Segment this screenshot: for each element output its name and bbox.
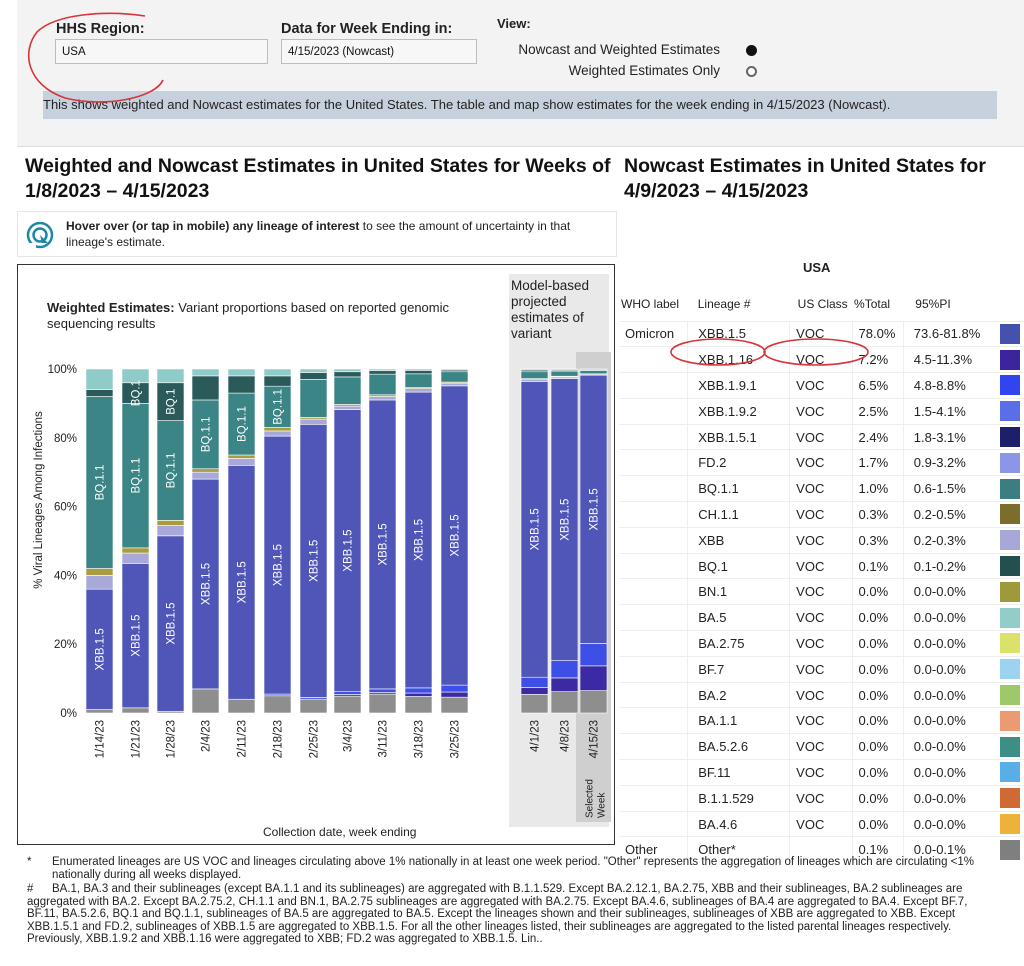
bar-label: XBB.1.5	[413, 518, 426, 562]
bar-segment-other[interactable]	[300, 699, 327, 713]
bar-label: XBB.1.5	[165, 602, 178, 645]
cell-us-class: VOC	[790, 398, 852, 424]
table-region: USA	[803, 260, 831, 275]
bar-segment-bq-1-1[interactable]	[300, 379, 327, 417]
cell-lineage: B.1.1.529	[688, 785, 790, 811]
cell-pct-total: 2.4%	[852, 424, 903, 450]
bar-segment-bq-1-1[interactable]	[551, 371, 578, 376]
cell-pct-total: 0.0%	[852, 682, 903, 708]
table-row[interactable]	[619, 553, 1024, 579]
x-tick-label: 1/28/23	[165, 720, 178, 759]
bar-segment-bq-1-1[interactable]	[369, 374, 396, 395]
cell-pct-total: 7.2%	[852, 347, 903, 373]
cell-pct-total: 0.1%	[852, 553, 903, 579]
cell-95pi: 4.5-11.3%	[903, 347, 995, 373]
lineage-color-swatch	[1000, 711, 1020, 731]
bar-segment-bq-1[interactable]	[264, 376, 291, 386]
bar-segment-ba-2-75[interactable]	[86, 569, 113, 576]
bar-segment-other[interactable]	[521, 694, 548, 713]
cell-who-label	[619, 398, 688, 424]
cell-us-class: VOC	[790, 631, 852, 657]
header-95pi: 95%PI	[915, 296, 951, 311]
bar-segment-ba-2-75[interactable]	[264, 427, 291, 430]
chart-title: Weighted Estimates:	[47, 300, 175, 315]
bar-segment-bq-1-1[interactable]	[405, 374, 432, 388]
cell-who-label: Other	[619, 837, 688, 862]
bar-label: BQ.1	[165, 388, 178, 415]
x-tick-label: 2/25/23	[308, 720, 321, 759]
bar-segment-ba-5[interactable]	[300, 369, 327, 372]
cell-who-label	[619, 424, 688, 450]
bar-label: BQ.1.1	[272, 388, 285, 425]
cell-lineage: BA.2	[688, 682, 790, 708]
table-row[interactable]	[619, 605, 1024, 631]
bar-segment-xbb-1-16[interactable]	[405, 693, 432, 696]
cell-lineage: XBB	[688, 527, 790, 553]
cell-who-label	[619, 553, 688, 579]
cell-us-class: VOC	[790, 502, 852, 528]
table-row[interactable]	[619, 476, 1024, 502]
bar-segment-other[interactable]	[192, 689, 219, 713]
hint-bold: Hover over (or tap in mobile) any lineage of interest	[66, 219, 360, 233]
bar-label: XBB.1.5	[200, 562, 213, 606]
cell-pct-total: 0.3%	[852, 527, 903, 553]
lineage-color-swatch	[1000, 582, 1020, 602]
cell-pct-total: 0.0%	[852, 631, 903, 657]
table-row[interactable]	[619, 811, 1024, 837]
bar-label: BQ.1	[130, 379, 143, 407]
selected-week-label: SelectedWeek	[584, 779, 608, 818]
bar-segment-xbb-1-9-1[interactable]	[369, 689, 396, 692]
cell-95pi: 0.0-0.0%	[903, 682, 995, 708]
bar-segment-other[interactable]	[441, 697, 468, 713]
cell-95pi: 0.9-3.2%	[903, 450, 995, 476]
lineage-color-swatch	[1000, 427, 1020, 447]
bar-segment-ba-5[interactable]	[441, 369, 468, 370]
x-tick-label: 1/14/23	[94, 720, 107, 759]
bar-segment-xbb-1-9-1[interactable]	[405, 688, 432, 693]
bar-label: XBB.1.5	[342, 529, 355, 572]
cell-lineage: XBB.1.16	[688, 347, 790, 373]
cell-who-label	[619, 502, 688, 528]
bar-segment-ba-5[interactable]	[521, 369, 548, 370]
bar-segment-xbb[interactable]	[405, 389, 432, 392]
cell-lineage: BQ.1	[688, 553, 790, 579]
bar-segment-ba-5[interactable]	[228, 369, 255, 376]
bar-label: XBB.1.5	[449, 514, 462, 557]
cell-us-class: VOC	[790, 605, 852, 631]
x-tick-label: 2/11/23	[236, 720, 249, 758]
cell-pct-total: 1.0%	[852, 476, 903, 502]
week-label: Data for Week Ending in:	[281, 21, 453, 37]
hint-rest: to see the amount of uncertainty in that lineage's estimate.	[66, 219, 571, 249]
y-axis-label: % Viral Lineages Among Infections	[33, 411, 45, 589]
x-tick-label: 3/18/23	[413, 720, 426, 759]
cell-pct-total: 0.3%	[852, 502, 903, 528]
cell-us-class: VOC	[790, 476, 852, 502]
bar-segment-ba-2-75[interactable]	[192, 469, 219, 472]
bar-segment-ba-5[interactable]	[405, 369, 432, 370]
bar-label: XBB.1.5	[529, 508, 542, 551]
table-row[interactable]	[619, 579, 1024, 605]
bar-label: BQ.1.1	[165, 452, 178, 489]
region-select[interactable]: USA	[55, 39, 268, 64]
lineage-color-swatch	[1000, 375, 1020, 395]
cell-pct-total: 0.0%	[852, 760, 903, 786]
x-tick-label: 4/8/23	[559, 720, 572, 752]
x-tick-label: 4/1/23	[529, 720, 542, 752]
cell-us-class: VOC	[790, 785, 852, 811]
cell-95pi: 0.0-0.0%	[903, 579, 995, 605]
cell-lineage: BA.5	[688, 605, 790, 631]
red-annotation-circles-xbb116	[668, 336, 873, 370]
bar-label: XBB.1.5	[588, 488, 601, 531]
x-tick-label: 3/11/23	[377, 720, 390, 758]
bar-label: XBB.1.5	[130, 614, 143, 657]
cell-us-class: VOC	[790, 553, 852, 579]
cell-us-class: VOC	[790, 373, 852, 399]
bar-segment-xbb[interactable]	[192, 472, 219, 479]
cell-95pi: 1.8-3.1%	[903, 424, 995, 450]
cell-95pi: 73.6-81.8%	[903, 321, 995, 347]
lineage-color-swatch	[1000, 350, 1020, 370]
cell-95pi: 0.0-0.0%	[903, 656, 995, 682]
cell-who-label	[619, 373, 688, 399]
cell-pct-total: 0.1%	[852, 837, 903, 862]
bar-segment-other[interactable]	[228, 699, 255, 713]
cell-lineage: FD.2	[688, 450, 790, 476]
cell-pct-total: 0.0%	[852, 579, 903, 605]
bar-segment-ba-2-75[interactable]	[122, 548, 149, 553]
x-tick-label: 3/4/23	[342, 720, 355, 752]
cell-95pi: 0.0-0.1%	[903, 837, 995, 862]
lineage-color-swatch	[1000, 401, 1020, 421]
lineage-color-swatch	[1000, 608, 1020, 628]
cell-95pi: 0.0-0.0%	[903, 708, 995, 734]
cell-lineage: CH.1.1	[688, 502, 790, 528]
bar-segment-other[interactable]	[405, 696, 432, 713]
cell-who-label	[619, 631, 688, 657]
bar-segment-other[interactable]	[264, 696, 291, 713]
bar-segment-bq-1[interactable]	[192, 376, 219, 400]
week-select[interactable]: 4/15/2023 (Nowcast)	[281, 39, 477, 64]
lineage-color-swatch	[1000, 556, 1020, 576]
bar-segment-xbb[interactable]	[369, 397, 396, 400]
cell-us-class: VOC	[790, 682, 852, 708]
x-tick-label: 3/25/23	[449, 720, 462, 759]
cell-us-class: VOC	[790, 811, 852, 837]
bar-segment-xbb-1-16[interactable]	[551, 678, 578, 692]
model-label: Model-based projected estimates of variant	[511, 278, 590, 341]
view-option-weighted-label[interactable]: Weighted Estimates Only	[568, 63, 720, 78]
bar-segment-xbb[interactable]	[300, 419, 327, 424]
bar-label: XBB.1.5	[272, 543, 285, 587]
bar-segment-bq-1-1[interactable]	[334, 377, 361, 405]
bar-segment-xbb[interactable]	[441, 383, 468, 386]
lineage-color-swatch	[1000, 453, 1020, 473]
lineage-color-swatch	[1000, 479, 1020, 499]
x-tick-label: 2/18/23	[272, 720, 285, 759]
chart-subtitle-text: Variant proportions based on reported genomic sequencing results	[47, 300, 450, 331]
bar-segment-xbb[interactable]	[122, 553, 149, 563]
bar-segment-bq-1-1[interactable]	[580, 370, 607, 373]
info-banner: This shows weighted and Nowcast estimates for the United States. The table and map show estimates for the week ending in 4/15/2023 (Nowcast).	[43, 91, 997, 119]
table-row[interactable]	[619, 398, 1024, 424]
cell-who-label	[619, 579, 688, 605]
bar-segment-bq-1[interactable]	[405, 370, 432, 373]
weighted-chart-title: Weighted and Nowcast Estimates in United States for Weeks of 1/8/2023 – 4/15/2023	[25, 155, 611, 202]
header-who-label: WHO label	[621, 296, 680, 311]
bar-segment-bq-1-1[interactable]	[521, 372, 548, 379]
bar-segment-xbb-1-9-1[interactable]	[441, 685, 468, 692]
bar-segment-xbb-1-9-1[interactable]	[521, 677, 548, 687]
bar-segment-xbb[interactable]	[228, 458, 255, 465]
cell-who-label	[619, 656, 688, 682]
header-pct-total: %Total	[854, 296, 891, 311]
bar-label: BQ.1.1	[236, 406, 249, 442]
bar-segment-ba-2-75[interactable]	[228, 455, 255, 458]
lineage-color-swatch	[1000, 737, 1020, 757]
cell-us-class: VOC	[790, 321, 852, 347]
cell-lineage: BA.1.1	[688, 708, 790, 734]
bar-segment-xbb-1-9-1[interactable]	[551, 661, 578, 678]
cell-pct-total: 0.0%	[852, 811, 903, 837]
bar-segment-xbb-1-9-1[interactable]	[334, 692, 361, 695]
bar-segment-other[interactable]	[334, 696, 361, 713]
lineage-color-swatch	[1000, 840, 1020, 860]
y-tick-label: 60%	[53, 501, 77, 514]
bar-segment-other[interactable]	[580, 691, 607, 713]
region-label: HHS Region:	[56, 21, 145, 37]
cell-lineage: BF.11	[688, 760, 790, 786]
bar-segment-other[interactable]	[369, 694, 396, 713]
bar-segment-ba-5[interactable]	[334, 369, 361, 372]
cell-who-label	[619, 811, 688, 837]
x-tick-label: 1/21/23	[130, 720, 143, 759]
footnote-hash-mark: #	[27, 883, 34, 895]
nowcast-table	[619, 287, 1024, 862]
lineage-color-swatch	[1000, 324, 1020, 344]
bar-label: XBB.1.5	[308, 539, 321, 582]
cell-lineage: XBB.1.5	[688, 321, 790, 347]
view-label: View:	[497, 16, 531, 31]
bar-segment-xbb[interactable]	[334, 406, 361, 409]
cell-95pi: 4.8-8.8%	[903, 373, 995, 399]
bar-segment-ba-5[interactable]	[369, 369, 396, 371]
lineage-color-swatch	[1000, 788, 1020, 808]
cell-who-label	[619, 760, 688, 786]
bar-label: XBB.1.5	[94, 628, 107, 671]
lineage-color-swatch	[1000, 814, 1020, 834]
bar-segment-bq-1[interactable]	[300, 372, 327, 379]
cell-lineage: BF.7	[688, 656, 790, 682]
bar-segment-xbb[interactable]	[157, 526, 184, 536]
table-row[interactable]	[619, 708, 1024, 734]
cell-lineage: BN.1	[688, 579, 790, 605]
cell-lineage: XBB.1.5.1	[688, 424, 790, 450]
bar-segment-ba-5[interactable]	[192, 369, 219, 376]
view-option-weighted-radio[interactable]	[746, 66, 757, 77]
table-row[interactable]	[619, 734, 1024, 760]
cell-us-class: VOC	[790, 450, 852, 476]
bar-segment-ba-5[interactable]	[551, 369, 578, 370]
cell-us-class: VOC	[790, 579, 852, 605]
cell-us-class: VOC	[790, 424, 852, 450]
y-tick-label: 40%	[53, 570, 77, 583]
bar-segment-xbb-1-16[interactable]	[580, 666, 607, 691]
cell-lineage: XBB.1.9.2	[688, 398, 790, 424]
cell-who-label	[619, 785, 688, 811]
table-row[interactable]	[619, 450, 1024, 476]
table-row[interactable]	[619, 631, 1024, 657]
cell-who-label	[619, 682, 688, 708]
table-row[interactable]	[619, 502, 1024, 528]
table-row[interactable]	[619, 760, 1024, 786]
footnote-star-mark: *	[27, 856, 32, 868]
cell-pct-total: 0.0%	[852, 708, 903, 734]
cell-who-label: Omicron	[619, 321, 688, 347]
cell-95pi: 0.0-0.0%	[903, 605, 995, 631]
cell-95pi: 0.6-1.5%	[903, 476, 995, 502]
table-row[interactable]	[619, 424, 1024, 450]
table-row[interactable]	[619, 373, 1024, 399]
bar-label: BQ.1.1	[94, 464, 107, 501]
cell-who-label	[619, 450, 688, 476]
table-row[interactable]	[619, 527, 1024, 553]
lineage-color-swatch	[1000, 659, 1020, 679]
cell-95pi: 0.2-0.3%	[903, 527, 995, 553]
bar-segment-ba-5[interactable]	[264, 369, 291, 376]
bar-segment-other[interactable]	[122, 708, 149, 713]
x-tick-label: 4/15/23	[588, 720, 601, 759]
y-tick-label: 20%	[53, 639, 77, 652]
cell-who-label	[619, 708, 688, 734]
footnote-hash: BA.1, BA.3 and their sublineages (except BA.1.1 and its sublineages) are aggregated with B.1.1.529. Except BA.2.12.1, BA.2.75, XBB and their sublineages, BA.2 sublineages are aggregated with BA.2. Except BA.2.75.2, CH.1.1 and BN.1, BA.2.75 sublineages are aggregated with BA.2.75. Except BA.4.6, sublineages of BA.4 are aggregated to BA.4. Except BF.7, BF.11, BA.5.2.6, BQ.1 and BQ.1.1, sublineages of BA.5 are aggregated to BA.5. Except the lineages shown and their sublineages, sublineages of XBB are aggregated to XBB. Except XBB.1.5.1 and FD.2, sublineages of XBB.1.5 are aggregated to XBB.1.5. For all the other lineages listed, their sublineages are aggregated to the listed parental lineages respectively. Previously, XBB.1.9.2 and XBB.1.16 were aggregated to XBB; FD.2 was aggregated to XBB.1.5. Lin..	[27, 883, 968, 946]
nowcast-table-title: Nowcast Estimates in United States for 4/9/2023 – 4/15/2023	[624, 155, 986, 202]
table-row[interactable]	[619, 785, 1024, 811]
cell-who-label	[619, 605, 688, 631]
bar-segment-ba-5[interactable]	[580, 369, 607, 370]
cell-us-class: VOC	[790, 656, 852, 682]
lineage-color-swatch	[1000, 504, 1020, 524]
header-lineage: Lineage #	[697, 296, 751, 311]
bar-segment-xbb-1-16[interactable]	[521, 688, 548, 695]
cell-lineage: BA.2.75	[688, 631, 790, 657]
cell-pct-total: 6.5%	[852, 373, 903, 399]
bar-segment-bq-1[interactable]	[369, 371, 396, 374]
cell-who-label	[619, 476, 688, 502]
cell-95pi: 0.0-0.0%	[903, 734, 995, 760]
bar-segment-other[interactable]	[551, 692, 578, 713]
bar-label: BQ.1.1	[130, 457, 143, 494]
cell-pct-total: 0.0%	[852, 605, 903, 631]
cell-us-class: VOC	[790, 527, 852, 553]
bar-segment-xbb-1-9-1[interactable]	[580, 644, 607, 666]
cell-95pi: 0.2-0.5%	[903, 502, 995, 528]
table-row[interactable]	[619, 682, 1024, 708]
bar-label: XBB.1.5	[236, 561, 249, 604]
cell-95pi: 0.1-0.2%	[903, 553, 995, 579]
cell-pct-total: 0.0%	[852, 785, 903, 811]
cell-who-label	[619, 734, 688, 760]
bar-label: XBB.1.5	[559, 498, 572, 541]
cell-95pi: 1.5-4.1%	[903, 398, 995, 424]
cell-lineage: BQ.1.1	[688, 476, 790, 502]
bar-segment-bq-1-1[interactable]	[441, 372, 468, 382]
bar-segment-bq-1[interactable]	[86, 390, 113, 397]
view-option-nowcast-radio[interactable]	[746, 45, 757, 56]
lineage-color-swatch	[1000, 633, 1020, 653]
view-option-nowcast-label[interactable]: Nowcast and Weighted Estimates	[518, 42, 720, 57]
cell-us-class: VOC	[790, 708, 852, 734]
x-axis-label: Collection date, week ending	[263, 825, 417, 839]
cell-95pi: 0.0-0.0%	[903, 760, 995, 786]
bar-segment-ba-5[interactable]	[86, 369, 113, 390]
bar-label: XBB.1.5	[377, 523, 390, 566]
cell-pct-total: 78.0%	[852, 321, 903, 347]
bar-segment-ba-5[interactable]	[157, 369, 184, 383]
x-tick-label: 2/4/23	[200, 720, 213, 752]
cell-pct-total: 2.5%	[852, 398, 903, 424]
lineage-color-swatch	[1000, 530, 1020, 550]
bar-segment-xbb[interactable]	[264, 431, 291, 436]
bar-segment-xbb-1-16[interactable]	[441, 692, 468, 697]
cell-us-class: VOC	[790, 347, 852, 373]
bar-segment-xbb[interactable]	[86, 575, 113, 589]
cell-95pi: 0.0-0.0%	[903, 785, 995, 811]
bar-segment-ba-2-75[interactable]	[157, 520, 184, 525]
y-tick-label: 0%	[60, 708, 77, 720]
bar-segment-bq-1[interactable]	[228, 376, 255, 393]
cell-who-label	[619, 527, 688, 553]
cell-us-class: VOC	[790, 734, 852, 760]
lineage-color-swatch	[1000, 685, 1020, 705]
cell-pct-total: 0.0%	[852, 656, 903, 682]
cell-lineage: XBB.1.9.1	[688, 373, 790, 399]
cell-lineage: BA.5.2.6	[688, 734, 790, 760]
cell-pct-total: 1.7%	[852, 450, 903, 476]
y-tick-label: 80%	[53, 432, 77, 445]
cell-95pi: 0.0-0.0%	[903, 631, 995, 657]
cell-pct-total: 0.0%	[852, 734, 903, 760]
cell-95pi: 0.0-0.0%	[903, 811, 995, 837]
cell-us-class: VOC	[790, 760, 852, 786]
lineage-color-swatch	[1000, 762, 1020, 782]
header-us-class: US Class	[797, 296, 848, 311]
cell-lineage: BA.4.6	[688, 811, 790, 837]
table-row[interactable]	[619, 656, 1024, 682]
bar-label: BQ.1.1	[200, 416, 213, 453]
footnote-star: Enumerated lineages are US VOC and lineages circulating above 1% nationally in at least one week period. "Other" represents the aggregation of lineages which are circulating <1% nationally during all weeks displayed.	[52, 856, 974, 881]
bar-segment-bq-1[interactable]	[334, 372, 361, 377]
bar-segment-other[interactable]	[86, 710, 113, 713]
cell-lineage: Other*	[688, 837, 790, 862]
y-tick-label: 100%	[47, 364, 77, 376]
